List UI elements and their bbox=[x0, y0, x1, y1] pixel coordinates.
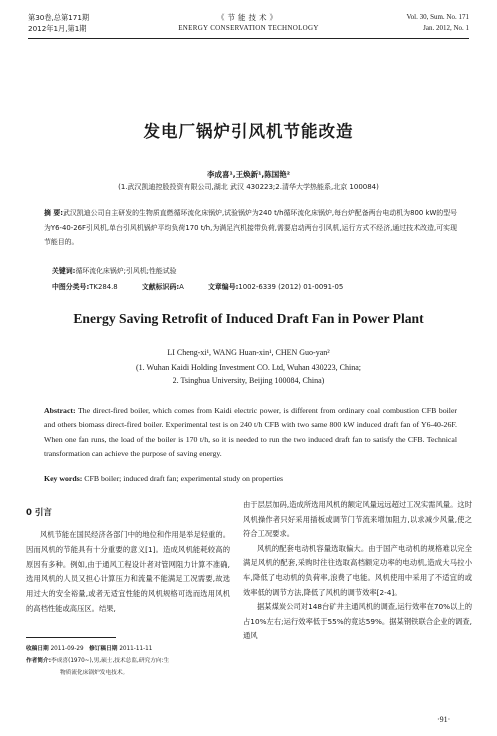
article-number: 文章编号:1002-6339 (2012) 01-0091-05 bbox=[208, 283, 344, 291]
keywords-en-label: Key words: bbox=[44, 474, 83, 483]
journal-title-cn: 《节能技术》 bbox=[217, 13, 280, 22]
volume-info bbox=[407, 12, 470, 34]
keywords-cn-label: 关键词: bbox=[52, 267, 76, 275]
paper-title-en: Energy Saving Retrofit of Induced Draft Fan in Power Plant bbox=[73, 311, 424, 326]
footnote-author-cont: 物质流化床锅炉发电技术。 bbox=[60, 670, 129, 676]
authors-en: LI Cheng-xi¹, WANG Huan-xin¹, CHEN Guo-yan² bbox=[167, 348, 330, 357]
journal-title-en: ENERGY CONSERVATION TECHNOLOGY bbox=[178, 24, 319, 32]
abstract-cn bbox=[44, 206, 457, 250]
body-right-column bbox=[243, 498, 472, 644]
keywords-en-text: CFB boiler; induced draft fan; experimental study on properties bbox=[84, 474, 284, 483]
body-left-paragraph: 风机节能在国民经济各部门中的地位和作用是举足轻重的。因而风机的节能具有十分重要的意义[1]。造成风机能耗较高的原因有多种。例如,由于通风工程设计者对管网阻力计算不准确,选用风机的人员又担心计算压力和流量不能满足工况需要,故选用过大的安全裕量,或者无适宜性能的风机规格可选而选用风机的高档性能或高压区。结果, bbox=[26, 530, 230, 613]
affiliation-en-line2: 2. Tsinghua University, Beijing 100084, China) bbox=[172, 375, 325, 385]
affiliation-en bbox=[0, 362, 497, 387]
journal-name bbox=[28, 12, 469, 34]
authors-cn: 李成喜¹,王焕新¹,陈国艳² bbox=[206, 170, 291, 179]
header-rule bbox=[28, 38, 469, 39]
keywords-cn bbox=[52, 265, 177, 275]
body-paragraph: 由于层层加码,造成所选用风机的额定风量远远超过工况实需风量。这时风机操作者只好采用插板或调节门节流来增加阻力,以求减少风量,使之符合工况要求。 bbox=[243, 500, 472, 539]
clc-number: 中图分类号:TK284.8 bbox=[52, 283, 118, 291]
classification-line bbox=[52, 281, 457, 291]
body-paragraph: 风机的配套电动机容量选取偏大。由于国产电动机的规格难以完全满足风机的配套,采购时往往选取高档额定功率的电动机,造成大马拉小车,降低了电动机的负荷率,浪费了电能。风机使用中采用了不适宜的或效率低的调节方法,降低了风机的调节效率[2-4]。 bbox=[243, 543, 472, 597]
keywords-en bbox=[44, 474, 457, 483]
footnote bbox=[26, 643, 230, 679]
footnote-author: 作者简介:李成喜(1970~),男,硕士,技术总监,研究方向:生 bbox=[26, 658, 170, 664]
page-header bbox=[28, 12, 469, 44]
keywords-cn-text: 循环流化床锅炉;引风机;性能试验 bbox=[75, 267, 177, 275]
footnote-rule bbox=[26, 637, 116, 638]
affiliation-en-line1: (1. Wuhan Kaidi Holding Investment CO. Ltd, Wuhan 430223, China; bbox=[135, 363, 362, 372]
page-number: ·91· bbox=[437, 715, 451, 724]
abstract-cn-label: 摘 要: bbox=[44, 209, 63, 217]
volume-date: Jan. 2012, No. 1 bbox=[423, 24, 469, 32]
affiliation-cn: (1.武汉凯迪控股投资有限公司,湖北 武汉 430223;2.清华大学热能系,北京 100084) bbox=[118, 183, 379, 191]
issue-line: 第30卷,总第171期 bbox=[28, 13, 90, 22]
abstract-en-text: The direct-fired boiler, which comes from Kaidi electric power, is different from ordinary coal combustion CFB boiler and others biomass direct-fired boiler. Experimental test is on 240 t/h CFB with two same 800 kW induced draft fan of Y6-40-26F. When one fan runs, the load of the boiler is 170 t/h, so it is needed to run the two induced draft fan to satisfy the CFB. Technical transformation can achieve the purpose of saving energy. bbox=[44, 406, 457, 458]
body-paragraph: 据某煤炭公司对148台矿井主通风机的调查,运行效率在70%以上的占10%左右;运行效率低于55%的竟达59%。据某钢铁联合企业的调查,通风 bbox=[243, 602, 472, 641]
abstract-cn-text: 武汉凯迪公司自主研发的生物质直燃循环流化床锅炉,试验锅炉为240 t/h循环流化床锅炉,每台炉配备两台电动机为800 kW的型号为Y6-40-26F引风机,单台引风机锅炉平均负荷170 t/h,为满足汽机接带负荷,需要启动两台引风机,运行方式不经济,通过技术改造,可实现节能目的。 bbox=[44, 209, 457, 247]
issue-date: 2012年1月,第1期 bbox=[28, 24, 87, 33]
abstract-en bbox=[44, 404, 457, 461]
abstract-en-label: Abstract: bbox=[44, 406, 76, 415]
doc-code: 文献标识码:A bbox=[141, 283, 184, 291]
paper-title-cn: 发电厂锅炉引风机节能改造 bbox=[143, 122, 354, 141]
footnote-dates: 收稿日期 2011-09-29 修订稿日期 2011-11-11 bbox=[26, 646, 153, 652]
volume-line: Vol. 30, Sum. No. 171 bbox=[406, 13, 469, 21]
section-heading: 0 引言 bbox=[26, 508, 52, 518]
